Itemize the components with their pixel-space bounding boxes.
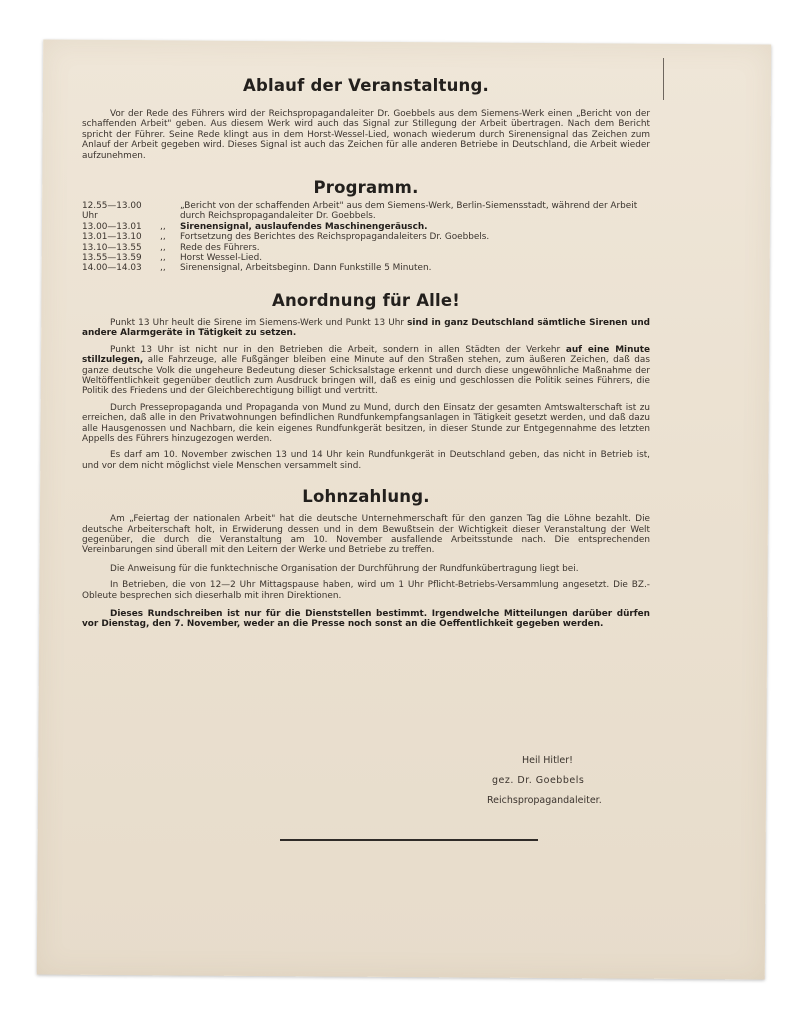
program-ditto: ,, <box>160 232 166 243</box>
program-row <box>82 263 650 273</box>
program-time: 14.00—14.03 <box>82 263 142 274</box>
closing-signature: gez. Dr. Goebbels <box>492 775 585 786</box>
program-ditto: ,, <box>160 263 166 274</box>
program-time: 12.55—13.00 Uhr <box>82 201 142 222</box>
anordnung-paragraph-1 <box>82 318 650 339</box>
closing-salute: Heil Hitler! <box>522 755 573 766</box>
program-ditto: ,, <box>160 242 166 253</box>
anordnung-paragraph-2 <box>82 345 650 397</box>
anordnung-title: Anordnung für Alle! <box>272 290 460 310</box>
program-time: 13.01—13.10 <box>82 232 142 243</box>
program-ditto: ,, <box>160 253 166 264</box>
program-ditto: ,, <box>160 221 166 232</box>
anordnung-paragraph-3: Durch Pressepropaganda und Propaganda von Mund zu Mund, durch den Einsatz der gesamten Amtswalterschaft ist zu erreichen, daß alle in den Privatwohnungen befindlichen Rundfunkempfangsanlagen in Tätigkeit gesetzt werden, und daß dazu alle Hausgenossen und Nachbarn, die kein eigenes Rundfunkgerät besitzen, in dieser Stunde zur Entgegennahme des letzten Appells des Führers hinzugezogen werden. <box>82 402 650 444</box>
program-desc: Fortsetzung des Berichtes des Reichspropagandaleiters Dr. Goebbels. <box>180 232 490 243</box>
lohn-paragraph-2: Die Anweisung für die funktechnische Organisation der Durchführung der Rundfunkübertragung liegt bei. <box>110 563 579 574</box>
program-row <box>82 222 650 232</box>
program-time: 13.10—13.55 <box>82 242 142 253</box>
program-desc: Sirenensignal, auslaufendes Maschinengeräusch. <box>180 221 428 232</box>
anordnung-paragraph-4: Es darf am 10. November zwischen 13 und 14 Uhr kein Rundfunkgerät in Deutschland geben, das nicht in Betrieb ist, und vor dem nicht möglichst viele Menschen versammelt sind. <box>82 450 650 471</box>
lohnzahlung-title: Lohnzahlung. <box>302 487 430 507</box>
programm-list <box>82 201 650 274</box>
document-content <box>82 64 650 630</box>
program-row <box>82 253 650 263</box>
program-desc: Sirenensignal, Arbeitsbeginn. Dann Funkstille 5 Minuten. <box>180 263 432 274</box>
page-edge-mark <box>663 58 664 100</box>
program-row <box>82 201 650 222</box>
anordnung-p1-emphasis: sind in ganz Deutschland sämtliche Sirenen und andere Alarmgeräte in Tätigkeit zu setzen. <box>82 317 650 339</box>
program-row <box>82 232 650 242</box>
lohn-paragraph-1: Am „Feiertag der nationalen Arbeit" hat die deutsche Unternehmerschaft für den ganzen Tag die Löhne bezahlt. Die deutsche Arbeiterschaft holt, in Erwiderung dessen und in dem Bewußtsein der Wichtigkeit dieser Veranstaltung der Welt gegenüber, die durch die Veranstaltung am 10. November ausfallende Arbeitsstunde nach. Die entsprechenden Vereinbarungen sind überall mit den Leitern der Werke und Betriebe zu treffen. <box>82 514 650 556</box>
program-ditto <box>160 201 180 222</box>
program-time: 13.00—13.01 <box>82 221 142 232</box>
anordnung-p1-text: Punkt 13 Uhr heult die Sirene im Siemens-Werk und Punkt 13 Uhr <box>110 317 408 328</box>
program-time: 13.55—13.59 <box>82 253 142 264</box>
programm-title: Programm. <box>313 178 419 198</box>
anordnung-p2-text-b: alle Fahrzeuge, alle Fußgänger bleiben eine Minute auf den Straßen stehen, zum äußeren Zeichen, daß das ganze deutsche Volk die ungeheure Bedeutung dieser Schicksalstage erkennt und durch diese ungewöhnliche Maßnahme der Weltöffentlichkeit gegenüber deutlich zum Ausdruck bringen will, daß es einig und geschlossen die Politik seines Führers, die Politik des Friedens und der Gleichberechtigung billigt und vertritt. <box>82 355 650 397</box>
closing-rule <box>280 839 538 841</box>
anordnung-p2-emphasis: auf eine Minute stillzulegen, <box>82 344 650 366</box>
ablauf-title: Ablauf der Veranstaltung. <box>243 76 489 95</box>
program-desc: Horst Wessel-Lied. <box>180 253 263 264</box>
program-row <box>82 243 650 253</box>
confidential-notice <box>82 609 650 630</box>
confidential-notice-text: Dieses Rundschreiben ist nur für die Dienststellen bestimmt. Irgendwelche Mitteilungen darüber dürfen vor Dienstag, den 7. November, weder an die Presse noch sonst an die Oeffentlichkeit gegeben werden. <box>82 609 650 630</box>
program-desc: Rede des Führers. <box>180 242 260 253</box>
ablauf-paragraph: Vor der Rede des Führers wird der Reichspropagandaleiter Dr. Goebbels aus dem Siemens-Werk einen „Bericht von der schaffenden Arbeit" geben. Aus diesem Werk wird auch das Signal zur Stillegung der Arbeit übertragen. Nach dem Bericht spricht der Führer. Seine Rede klingt aus in dem Horst-Wessel-Lied, wonach wiederum durch Sirenensignal das Zeichen zum Anlauf der Arbeit gegeben wird. Dieses Signal ist auch das Zeichen für alle anderen Betriebe in Deutschland, die Arbeit wieder aufzunehmen. <box>82 109 650 161</box>
closing-role: Reichspropagandaleiter. <box>487 795 602 806</box>
anordnung-p2-text-a: Punkt 13 Uhr ist nicht nur in den Betrieben die Arbeit, sondern in allen Städten der Verkehr <box>110 344 566 355</box>
program-desc: „Bericht von der schaffenden Arbeit" aus dem Siemens-Werk, Berlin-Siemensstadt, während der Arbeit durch Reichspropagandaleiter Dr. Goebbels. <box>180 201 638 222</box>
lohn-paragraph-3: In Betrieben, die von 12—2 Uhr Mittagspause haben, wird um 1 Uhr Pflicht-Betriebs-Versammlung angesetzt. Die BZ.-Obleute besprechen sich dieserhalb mit ihren Direktionen. <box>82 580 650 601</box>
